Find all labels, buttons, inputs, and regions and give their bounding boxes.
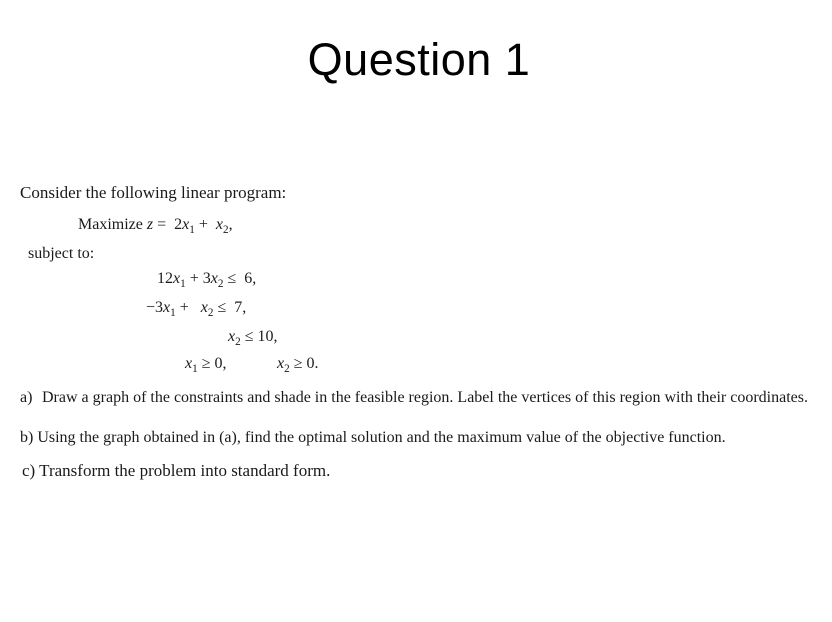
c1-coef-b: 3 [202,270,211,287]
question-c [22,461,330,481]
constraint-2 [146,299,246,319]
objective-var: z [146,216,154,233]
nn1-sub: 1 [192,362,198,375]
c3-var: x [228,328,236,345]
objective-x2-sub: 2 [222,223,229,236]
c2-rel: ≤ [217,299,227,316]
subject-to-label: subject to: [28,245,95,262]
c2-op: + [179,299,189,316]
constraint-3 [228,328,277,348]
constraint-1 [157,270,256,290]
objective-plus: + [198,216,208,233]
objective-function [78,216,233,236]
c1-op: + [189,270,199,287]
nn2-rhs: 0. [306,355,319,372]
c1-sub-a: 1 [180,277,186,290]
c3-sub: 2 [235,335,241,348]
nn1-rhs: 0, [214,355,227,372]
c3-rel: ≤ [244,328,254,345]
c2-sub-a: 1 [170,306,176,319]
nn2-sub: 2 [284,362,290,375]
slide-title: Question 1 [307,34,531,85]
objective-end: , [228,216,233,233]
c2-var-b: x [200,299,208,316]
c1-var-a: x [173,270,181,287]
c1-rhs: 6, [244,270,257,287]
c2-sub-b: 2 [207,306,214,319]
question-c-label: c) [22,461,36,480]
question-a-text: Draw a graph of the constraints and shade in the feasible region. Label the vertices of this region with their coordinates. [42,389,808,406]
objective-x1-sub: 1 [189,223,195,236]
question-a-label: a) [20,389,33,406]
c3-rhs: 10, [257,328,278,345]
objective-x1: x [182,216,190,233]
c2-var-a: x [163,299,171,316]
objective-eq: = [157,216,167,233]
c1-var-b: x [210,270,218,287]
nonneg-x2 [277,355,318,375]
nn1-var: x [185,355,193,372]
c1-rel: ≤ [227,270,237,287]
objective-coef1: 2 [174,216,183,233]
c2-rhs: 7, [234,299,247,316]
nonneg-x1 [185,355,226,375]
question-a [20,388,825,408]
c2-coef-a: −3 [146,299,164,316]
objective-x2: x [215,216,223,233]
nn1-rel: ≥ [201,355,211,372]
question-b-text: Using the graph obtained in (a), find the optimal solution and the maximum value of the objective function. [37,429,726,446]
question-b-label: b) [20,429,34,446]
question-b [20,429,726,447]
c1-coef-a: 12 [157,270,173,287]
problem-intro: Consider the following linear program: [20,183,287,202]
nn2-var: x [277,355,285,372]
nn2-rel: ≥ [293,355,303,372]
c1-sub-b: 2 [217,277,224,290]
question-c-text: Transform the problem into standard form. [39,461,331,480]
objective-label: Maximize [78,216,143,233]
